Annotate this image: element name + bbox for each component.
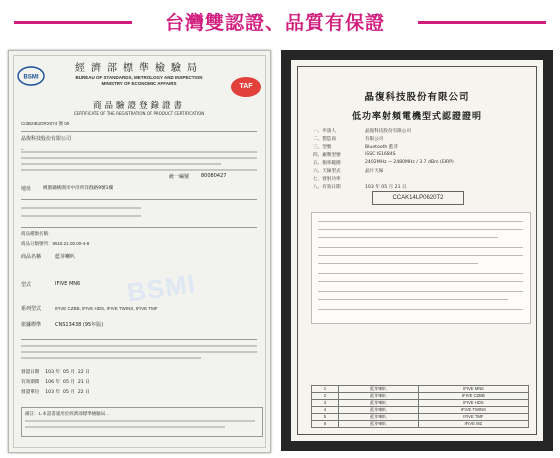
divider	[21, 131, 257, 132]
page-header	[0, 0, 560, 44]
issue-date-row: 發證日期 103 年 05 月 22 日	[21, 370, 90, 375]
table-row: 2 藍芽喇叭 IFIVE CZBB	[312, 393, 529, 400]
cert-heading: 商品驗證登錄證書	[92, 101, 185, 111]
header-divider-left	[14, 21, 132, 24]
model-table	[311, 385, 529, 428]
standard-value: CNS13438 (95年版)	[55, 322, 104, 328]
product-value: 藍芽喇叭	[55, 254, 76, 260]
cert-number: CI3B2IB1DRX074 號 00	[21, 121, 70, 126]
doc-title: 低功率射頻電機型式認證證明	[351, 112, 482, 122]
taf-logo-icon: TAF	[231, 77, 261, 97]
notes-box	[311, 212, 531, 324]
bsmi-logo-icon	[17, 65, 45, 87]
ncc-certificate	[281, 50, 553, 451]
notes-box	[21, 407, 263, 437]
header-divider-right	[418, 21, 546, 24]
valid-period-row: 有效期間 106 年 05 月 21 日	[21, 380, 90, 385]
cert-code: CCAK14LP0620T2	[372, 191, 464, 205]
model-value: IFIVE MN6	[55, 281, 81, 287]
cert-ministry-en: MINISTRY OF ECONOMIC AFFAIRS	[101, 81, 177, 86]
cert-heading-en: CERTIFICATE OF THE REGISTRATION OF PRODUCT CERTIFICATION	[73, 111, 205, 116]
product-label: 商品名稱	[21, 254, 42, 260]
series-label: 系列型式	[21, 306, 42, 312]
svg-text:BSMI: BSMI	[23, 74, 39, 81]
tax-id-value: 80080427	[201, 173, 227, 179]
certificate-paper: 晶復科技股份有限公司 低功率射頻電機型式認證證明 一、申請人 晶復科技股份有限公司 二、製造商 有限公司 三、型號 Bluetooth 藍芽 四、廠牌型號 iSSC IS1684S 五、頻率範圍 2402MHz ~ 2480MHz / 3.7 dBm (EIRP) 六、天線型式 晶片天線 七、發射功率 八、有效日期 103 年 05 月 21 日 CCAK14LP0620T2 1 藍芽喇叭 IFIVE MN6 2 藍芽喇叭 IFIVE CZBB 3 藍芽喇叭 IFIVE HDS 4 藍芽喇叭 IFIVE TWINS 5 藍芽喇叭 IFIVE TMF 6 藍芽喇叭 IFIVE MZ	[291, 60, 543, 441]
cert-issuer-en: BUREAU OF STANDARDS, METROLOGY AND INSPECTION	[75, 75, 203, 80]
model-label: 型式	[21, 282, 32, 288]
address-value: 桃園縣桃園市中洋所洋群路9號1樓	[43, 186, 114, 191]
address-label: 地址	[21, 186, 32, 192]
table-row: 6 藍芽喇叭 IFIVE MZ	[312, 421, 529, 428]
watermark: BSMI	[125, 268, 198, 308]
series-value: IFIVE CZBB, IFIVE HDS, IFIVE TWINS, IFIVE TMF	[55, 306, 158, 311]
company-title: 晶復科技股份有限公司	[364, 92, 470, 103]
cert-issuer: 經濟部標準檢驗局	[75, 63, 203, 74]
company-name: 晶復科技股份有限公司	[21, 136, 72, 142]
table-row: 1 藍芽喇叭 IFIVE MN6	[312, 386, 529, 393]
issuer-row: 發證單位 103 年 05 月 22 日	[21, 390, 90, 395]
page-title: 台灣雙認證、品質有保證	[164, 12, 385, 34]
bsmi-certificate: BSMI 經濟部標準檢驗局 BUREAU OF STANDARDS, METROLOGY AND INSPECTION MINISTRY OF ECONOMIC AFFAIRS TAF 商品驗證登錄證書 CERTIFICATE OF THE REGISTRATION OF PRODUCT CERTIFICATION CI3B2IB1DRX074 號 00 晶復科技股份有限公司 _ 地址 桃園縣桃園市中洋所洋群路9號1樓 統一編號 80080427 商品種類名稱： 商品分類號列：8518.21.00.00-4-8 商品名稱 藍芽喇叭 型式 IFIVE MN6 系列型式 IFIVE CZBB, IFIVE HDS, IFIVE TWINS, IFIVE TMF 依據標準 CNS13438 (95年版) BSMI 發證日期 103 年 05 月 22 日 有效期間 106 年 05 月 21 日 發證單位 103 年 05 月 22 日 備註：1.本證書適用於經濟部標準檢驗局...	[8, 50, 271, 453]
table-row: 5 藍芽喇叭 IFIVE TMF	[312, 414, 529, 421]
notes-text: 備註：1.本證書適用於經濟部標準檢驗局...	[25, 411, 110, 416]
tax-id-label: 統一編號	[169, 174, 190, 180]
standard-label: 依據標準	[21, 322, 42, 328]
table-row: 4 藍芽喇叭 IFIVE TWINS	[312, 407, 529, 414]
table-row: 3 藍芽喇叭 IFIVE HDS	[312, 400, 529, 407]
